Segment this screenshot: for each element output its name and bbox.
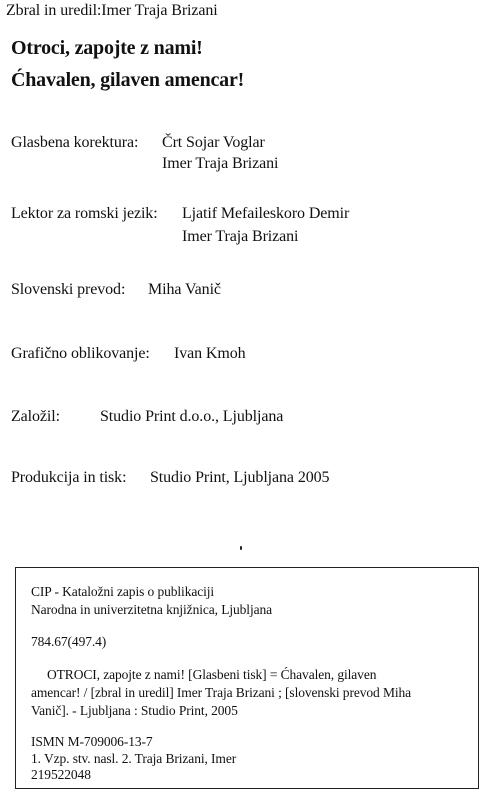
cip-line: 219522048: [31, 767, 91, 782]
graphic-design-name: Ivan Kmoh: [174, 345, 246, 362]
cip-line: Narodna in univerzitetna knjižnica, Ljubljana: [31, 602, 273, 617]
slovene-translation-name: Miha Vanič: [148, 281, 221, 298]
cip-line: OTROCI, zapojte z nami! [Glasbeni tisk] = Ćhavalen, gilaven: [47, 667, 377, 682]
romani-lector-name: Ljatif Mefaileskoro Demir: [182, 205, 350, 222]
graphic-design-label: Grafično oblikovanje:: [11, 345, 150, 362]
music-proofreading-label: Glasbena korektura:: [11, 134, 139, 151]
romani-lector-label: Lektor za romski jezik:: [11, 205, 158, 222]
cip-line: 784.67(497.4): [31, 634, 107, 649]
music-proofreading-name: Imer Traja Brizani: [162, 155, 279, 172]
cip-line: CIP - Kataložni zapis o publikaciji: [31, 584, 215, 599]
cip-line: ISMN M-709006-13-7: [31, 734, 153, 749]
production-label: Produkcija in tisk:: [11, 469, 127, 486]
cip-record-box: [15, 567, 479, 789]
romani-lector-name: Imer Traja Brizani: [182, 228, 299, 245]
publisher-label: Založil:: [11, 408, 60, 425]
publisher-name: Studio Print d.o.o., Ljubljana: [100, 408, 284, 425]
print-speck: [240, 546, 242, 550]
cip-line: amencar! / [zbral in uredil] Imer Traja Brizani ; [slovenski prevod Miha: [31, 685, 412, 700]
cip-line: 1. Vzp. stv. nasl. 2. Traja Brizani, Imer: [31, 751, 237, 766]
editor-credit: Zbral in uredil:Imer Traja Brizani: [6, 2, 218, 19]
book-title-slovene: Otroci, zapojte z nami!: [11, 37, 203, 59]
music-proofreading-name: Črt Sojar Voglar: [162, 134, 265, 151]
production-name: Studio Print, Ljubljana 2005: [150, 469, 330, 486]
cip-line: Vanič]. - Ljubljana : Studio Print, 2005: [31, 703, 238, 718]
book-title-romani: Ćhavalen, gilaven amencar!: [11, 69, 245, 91]
slovene-translation-label: Slovenski prevod:: [11, 281, 126, 298]
